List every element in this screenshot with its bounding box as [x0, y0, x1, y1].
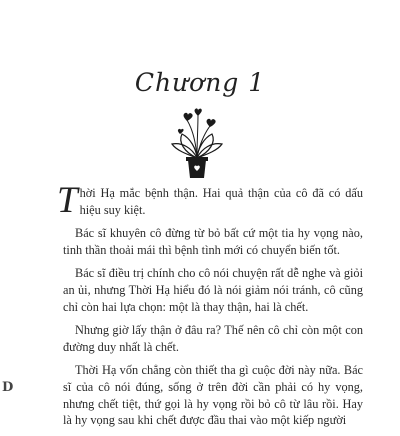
drop-cap: T	[57, 180, 78, 221]
publisher-logo: D	[2, 380, 14, 395]
paragraph-4: Nhưng giờ lấy thận ở đâu ra? Thế nên cô chỉ còn một con đường duy nhất là chết.	[63, 323, 363, 354]
paragraph-5: Thời Hạ vốn chẳng còn thiết tha gì cuộc đời này nữa. Bác sĩ của cô nói đúng, sống ở trên đời cần phải có hy vọng, nhưng chết tiệt, thứ gọi là hy vọng rồi bỏ cô từ lâu rồi. Hay là hy vọng sau khi chết được đầu thai vào một kiếp người	[63, 363, 363, 428]
heart-vase-icon	[166, 108, 228, 180]
paragraph-text: hời Hạ mắc bệnh thận. Hai quả thận của cô đã có dấu hiệu suy kiệt.	[79, 186, 363, 217]
chapter-title: Chương 1	[134, 68, 266, 97]
chapter-body	[57, 180, 363, 436]
paragraph-2: Bác sĩ khuyên cô đừng từ bỏ bất cứ một tia hy vọng nào, tinh thần thoải mái thì bệnh tình mới có chuyển biến tốt.	[63, 226, 363, 257]
paragraph-1	[57, 180, 363, 221]
paragraph-3: Bác sĩ điều trị chính cho cô nói chuyện rất dễ nghe và giỏi an ủi, nhưng Thời Hạ hiểu đó là nói giảm nói tránh, cô cũng chỉ còn hai lựa chọn: một là thay thận, hai là chết.	[63, 266, 363, 314]
